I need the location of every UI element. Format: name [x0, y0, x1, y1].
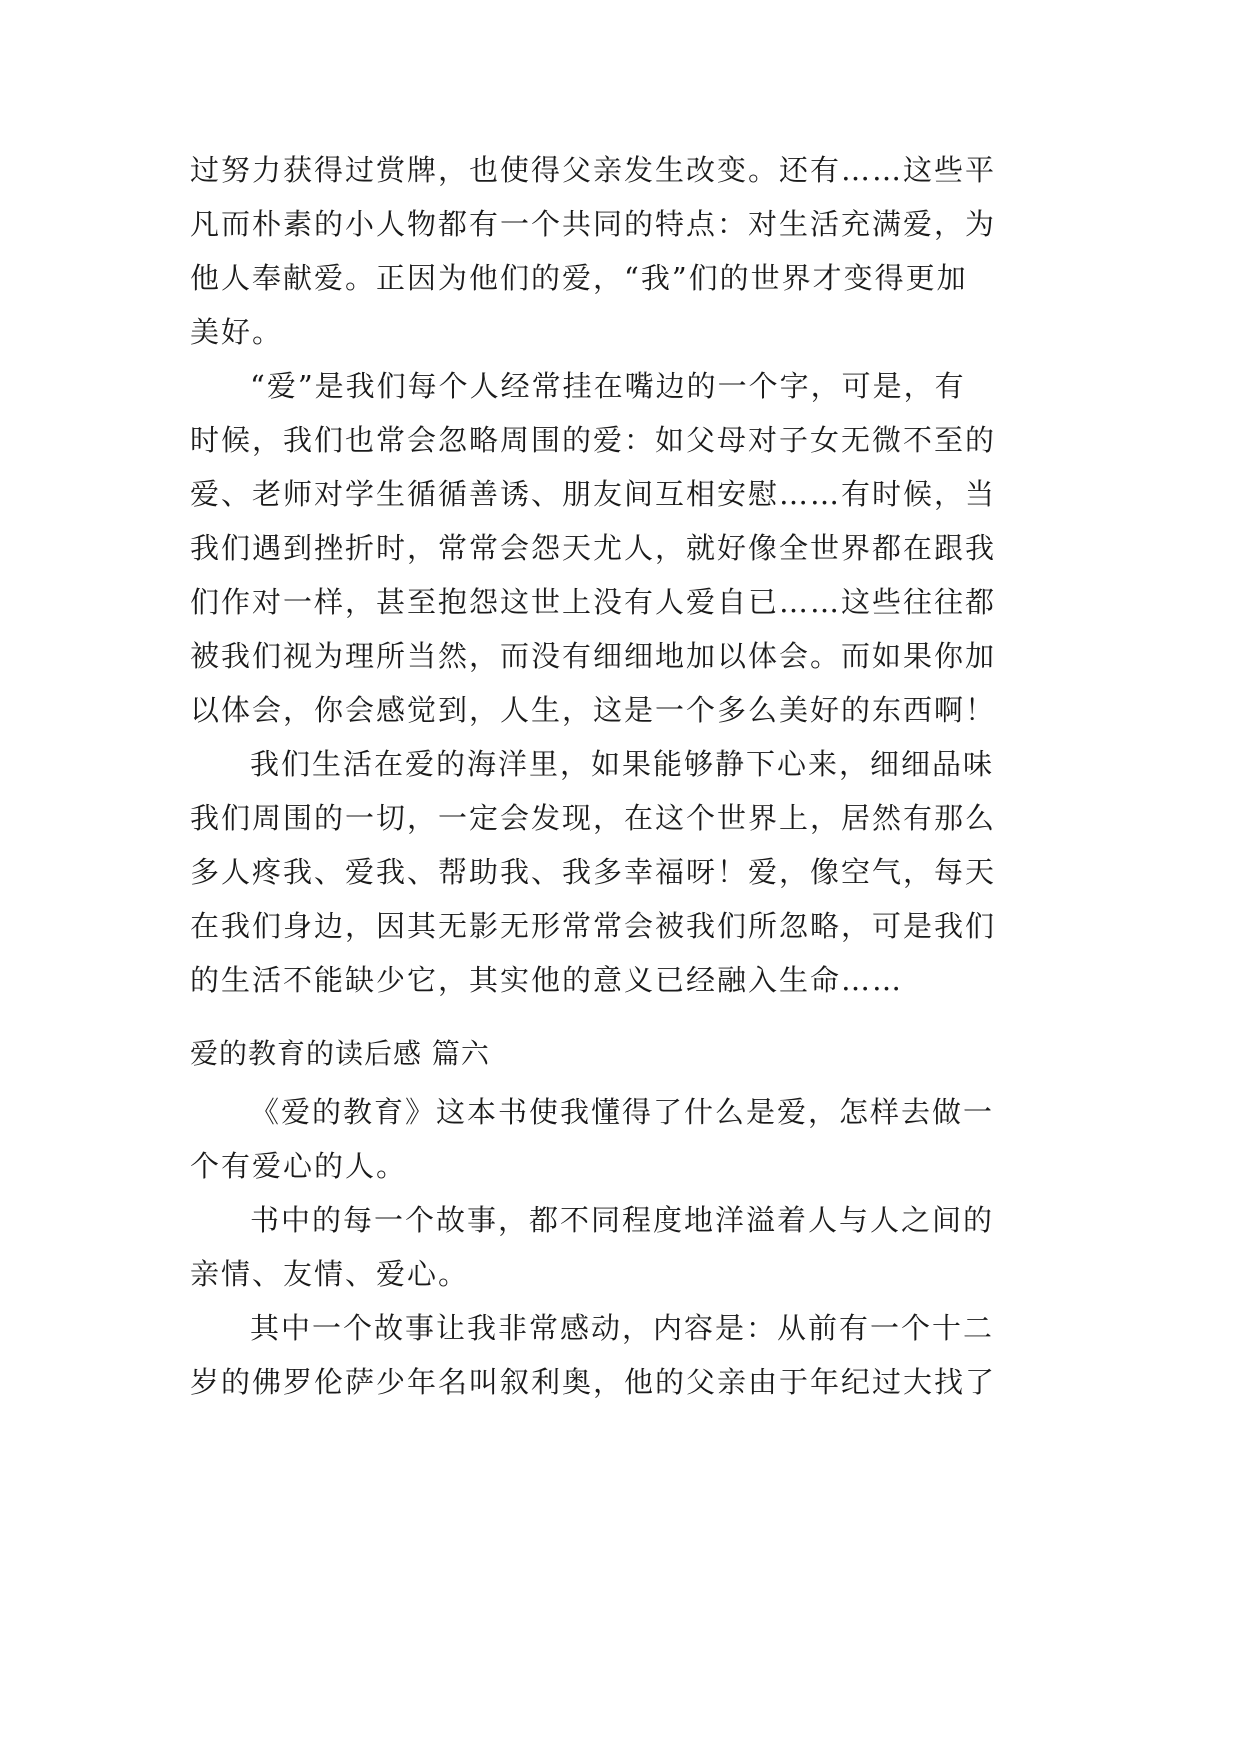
text-line: 过努力获得过赏牌，也使得父亲发生改变。还有……这些平 — [190, 153, 997, 187]
text-line: 我们周围的一切，一定会发现，在这个世界上，居然有那么 — [190, 801, 997, 835]
text-line: 多人疼我、爱我、帮助我、我多幸福呀！爱，像空气，每天 — [190, 855, 997, 889]
text-line: 其中一个故事让我非常感动，内容是：从前有一个十二 — [250, 1311, 995, 1345]
text-line: 们作对一样，甚至抱怨这世上没有人爱自已……这些往往都 — [190, 585, 997, 619]
text-line: 凡而朴素的小人物都有一个共同的特点：对生活充满爱，为 — [190, 207, 997, 241]
text-line: 以体会，你会感觉到，人生，这是一个多么美好的东西啊！ — [190, 693, 997, 727]
text-line: “爱”是我们每个人经常挂在嘴边的一个字，可是，有 — [250, 369, 966, 403]
text-line: 时候，我们也常会忽略周围的爱：如父母对子女无微不至的 — [190, 423, 997, 457]
text-line: 亲情、友情、爱心。 — [190, 1257, 470, 1291]
text-line: 美好。 — [190, 315, 284, 349]
text-line: 《爱的教育》这本书使我懂得了什么是爱，怎样去做一 — [250, 1095, 995, 1129]
text-line: 爱、老师对学生循循善诱、朋友间互相安慰……有时候，当 — [190, 477, 997, 511]
text-line: 岁的佛罗伦萨少年名叫叙利奥，他的父亲由于年纪过大找了 — [190, 1365, 997, 1399]
text-line: 个有爱心的人。 — [190, 1149, 408, 1183]
text-line: 在我们身边，因其无影无形常常会被我们所忽略，可是我们 — [190, 909, 997, 943]
text-line: 我们生活在爱的海洋里，如果能够静下心来，细细品味 — [250, 747, 995, 781]
text-line: 我们遇到挫折时，常常会怨天尤人，就好像全世界都在跟我 — [190, 531, 997, 565]
text-line: 他人奉献爱。正因为他们的爱，“我”们的世界才变得更加 — [190, 261, 968, 295]
text-line: 书中的每一个故事，都不同程度地洋溢着人与人之间的 — [250, 1203, 995, 1237]
text-line: 的生活不能缺少它，其实他的意义已经融入生命…… — [190, 963, 904, 997]
text-line: 被我们视为理所当然，而没有细细地加以体会。而如果你加 — [190, 639, 997, 673]
section-heading: 爱的教育的读后感 篇六 — [190, 1037, 490, 1070]
